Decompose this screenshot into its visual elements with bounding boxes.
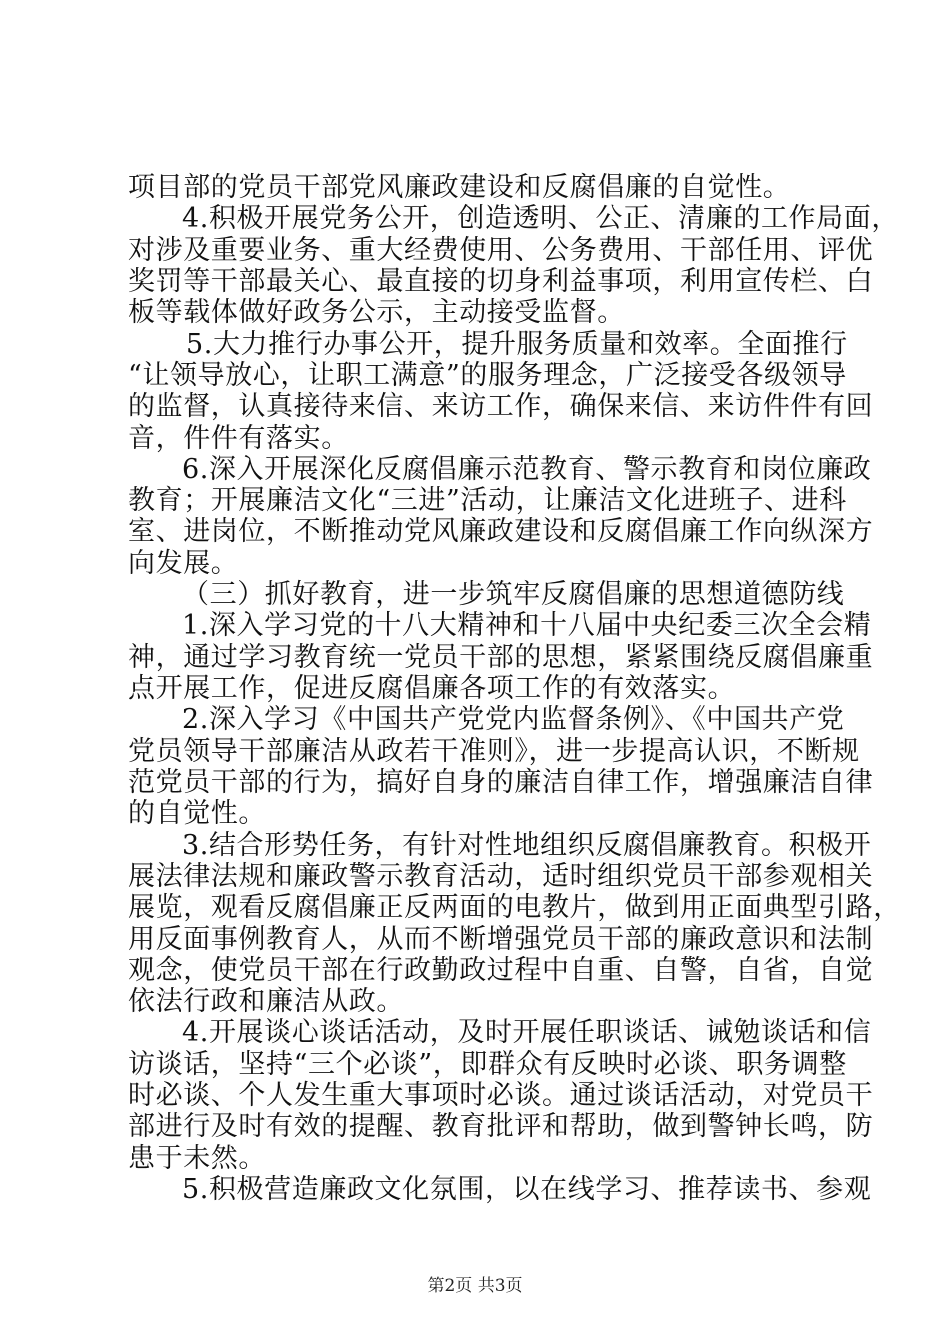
text-line: 5.大力推行办事公开，提升服务质量和效率。全面推行 (186, 329, 848, 360)
text-line: 范党员干部的行为，搞好自身的廉洁自律工作，增强廉洁自律 (128, 767, 874, 798)
text-line: 点开展工作，促进反腐倡廉各项工作的有效落实。 (128, 673, 736, 704)
text-line: 时必谈、个人发生重大事项时必谈。通过谈话活动，对党员干 (128, 1080, 874, 1111)
text-line: 1.深入学习党的十八大精神和十八届中央纪委三次全会精 (182, 610, 872, 641)
text-line: 用反面事例教育人，从而不断增强党员干部的廉政意识和法制 (128, 924, 874, 955)
text-line: 展法律法规和廉政警示教育活动，适时组织党员干部参观相关 (128, 861, 874, 892)
text-line: 5.积极营造廉政文化氛围，以在线学习、推荐读书、参观 (182, 1174, 872, 1205)
text-line: 音，件件有落实。 (128, 423, 349, 454)
text-line: 患于未然。 (128, 1143, 266, 1174)
text-line: 党员领导干部廉洁从政若干准则》，进一步提高认识，不断规 (128, 736, 860, 767)
text-line: 向发展。 (128, 548, 239, 579)
text-line: 访谈话，坚持“三个必谈”，即群众有反映时必谈、职务调整 (128, 1049, 847, 1080)
text-line: 板等载体做好政务公示，主动接受监督。 (128, 297, 625, 328)
text-line: 依法行政和廉洁从政。 (128, 986, 404, 1017)
text-line: 3.结合形势任务，有针对性地组织反腐倡廉教育。积极开 (182, 830, 872, 861)
text-line: 教育；开展廉洁文化“三进”活动，让廉洁文化进班子、进科 (128, 485, 847, 516)
page-number-footer: 第2页 共3页 (427, 1276, 523, 1296)
text-line: 奖罚等干部最关心、最直接的切身利益事项，利用宣传栏、白 (128, 266, 874, 297)
text-line: 4.积极开展党务公开，创造透明、公正、清廉的工作局面， (182, 203, 899, 234)
text-line: 的自觉性。 (128, 798, 266, 829)
text-line: “让领导放心，让职工满意”的服务理念，广泛接受各级领导 (128, 360, 847, 391)
text-line: 展览，观看反腐倡廉正反两面的电教片，做到用正面典型引路， (128, 892, 901, 923)
text-line: 观念，使党员干部在行政勤政过程中自重、自警，自省，自觉 (128, 955, 874, 986)
text-line: 的监督，认真接待来信、来访工作，确保来信、来访件件有回 (128, 391, 874, 422)
text-line: 4.开展谈心谈话活动，及时开展任职谈话、诫勉谈话和信 (182, 1017, 872, 1048)
section-heading: （三）抓好教育，进一步筑牢反腐倡廉的思想道德防线 (182, 579, 845, 610)
text-line: 项目部的党员干部党风廉政建设和反腐倡廉的自觉性。 (128, 172, 791, 203)
text-line: 神，通过学习教育统一党员干部的思想，紧紧围绕反腐倡廉重 (128, 642, 874, 673)
text-line: 6.深入开展深化反腐倡廉示范教育、警示教育和岗位廉政 (182, 454, 872, 485)
text-line: 2.深入学习《中国共产党党内监督条例》、《中国共产党 (182, 704, 845, 735)
text-line: 部进行及时有效的提醒、教育批评和帮助，做到警钟长鸣，防 (128, 1111, 874, 1142)
text-line: 室、进岗位，不断推动党风廉政建设和反腐倡廉工作向纵深方 (128, 516, 874, 547)
text-line: 对涉及重要业务、重大经费使用、公务费用、干部任用、评优 (128, 235, 874, 266)
